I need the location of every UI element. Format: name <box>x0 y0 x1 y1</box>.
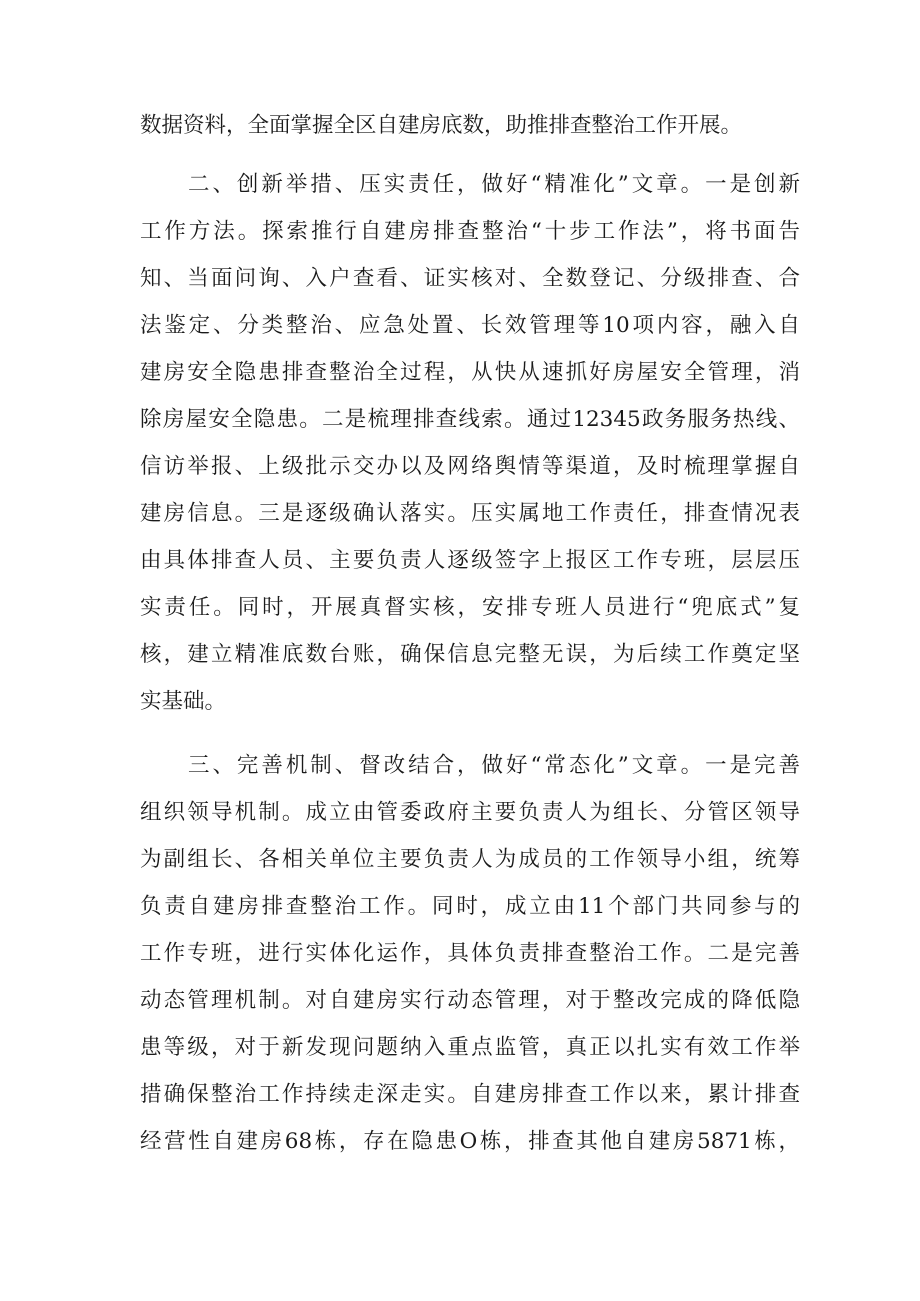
paragraph-line-4: 知、当面问询、入户查看、证实核对、全数登记、分级排查、合 <box>140 266 800 291</box>
paragraph-line-9: 建房信息。三是逐级确认落实。压实属地工作责任，排查情况表 <box>140 501 800 526</box>
paragraph-line-14: 三、完善机制、督改结合，做好“常态化”文章。一是完善 <box>188 753 800 778</box>
paragraph-line-8: 信访举报、上级批示交办以及网络舆情等渠道，及时梳理掌握自 <box>140 454 800 479</box>
paragraph-line-6: 建房安全隐患排查整治全过程，从快从速抓好房屋安全管理，消 <box>140 360 800 385</box>
paragraph-line-17: 负责自建房排查整治工作。同时，成立由11个部门共同参与的 <box>140 894 800 919</box>
paragraph-line-18: 工作专班，进行实体化运作，具体负责排查整治工作。二是完善 <box>140 941 800 966</box>
paragraph-line-5: 法鉴定、分类整治、应急处置、长效管理等10项内容，融入自 <box>140 313 800 338</box>
paragraph-line-22: 经营性自建房68栋，存在隐患O栋，排查其他自建房5871栋， <box>140 1129 800 1154</box>
paragraph-line-10: 由具体排查人员、主要负责人逐级签字上报区工作专班，层层压 <box>140 548 800 573</box>
paragraph-line-11: 实责任。同时，开展真督实核，安排专班人员进行“兜底式”复 <box>140 595 800 620</box>
paragraph-line-7: 除房屋安全隐患。二是梳理排查线索。通过12345政务服务热线、 <box>140 407 800 432</box>
paragraph-line-2: 二、创新举措、压实责任，做好“精准化”文章。一是创新 <box>188 172 800 197</box>
paragraph-line-13: 实基础。 <box>140 689 227 714</box>
paragraph-line-20: 患等级，对于新发现问题纳入重点监管，真正以扎实有效工作举 <box>140 1035 800 1060</box>
paragraph-line-3: 工作方法。探索推行自建房排查整治“十步工作法”，将书面告 <box>140 219 800 244</box>
paragraph-line-16: 为副组长、各相关单位主要负责人为成员的工作领导小组，统筹 <box>140 847 800 872</box>
paragraph-line-12: 核，建立精准底数台账，确保信息完整无误，为后续工作奠定坚 <box>140 642 800 667</box>
paragraph-line-1: 数据资料，全面掌握全区自建房底数，助推排查整治工作开展。 <box>140 113 743 138</box>
paragraph-line-15: 组织领导机制。成立由管委政府主要负责人为组长、分管区领导 <box>140 800 800 825</box>
paragraph-line-21: 措确保整治工作持续走深走实。自建房排查工作以来，累计排查 <box>140 1082 800 1107</box>
paragraph-line-19: 动态管理机制。对自建房实行动态管理，对于整改完成的降低隐 <box>140 988 800 1013</box>
